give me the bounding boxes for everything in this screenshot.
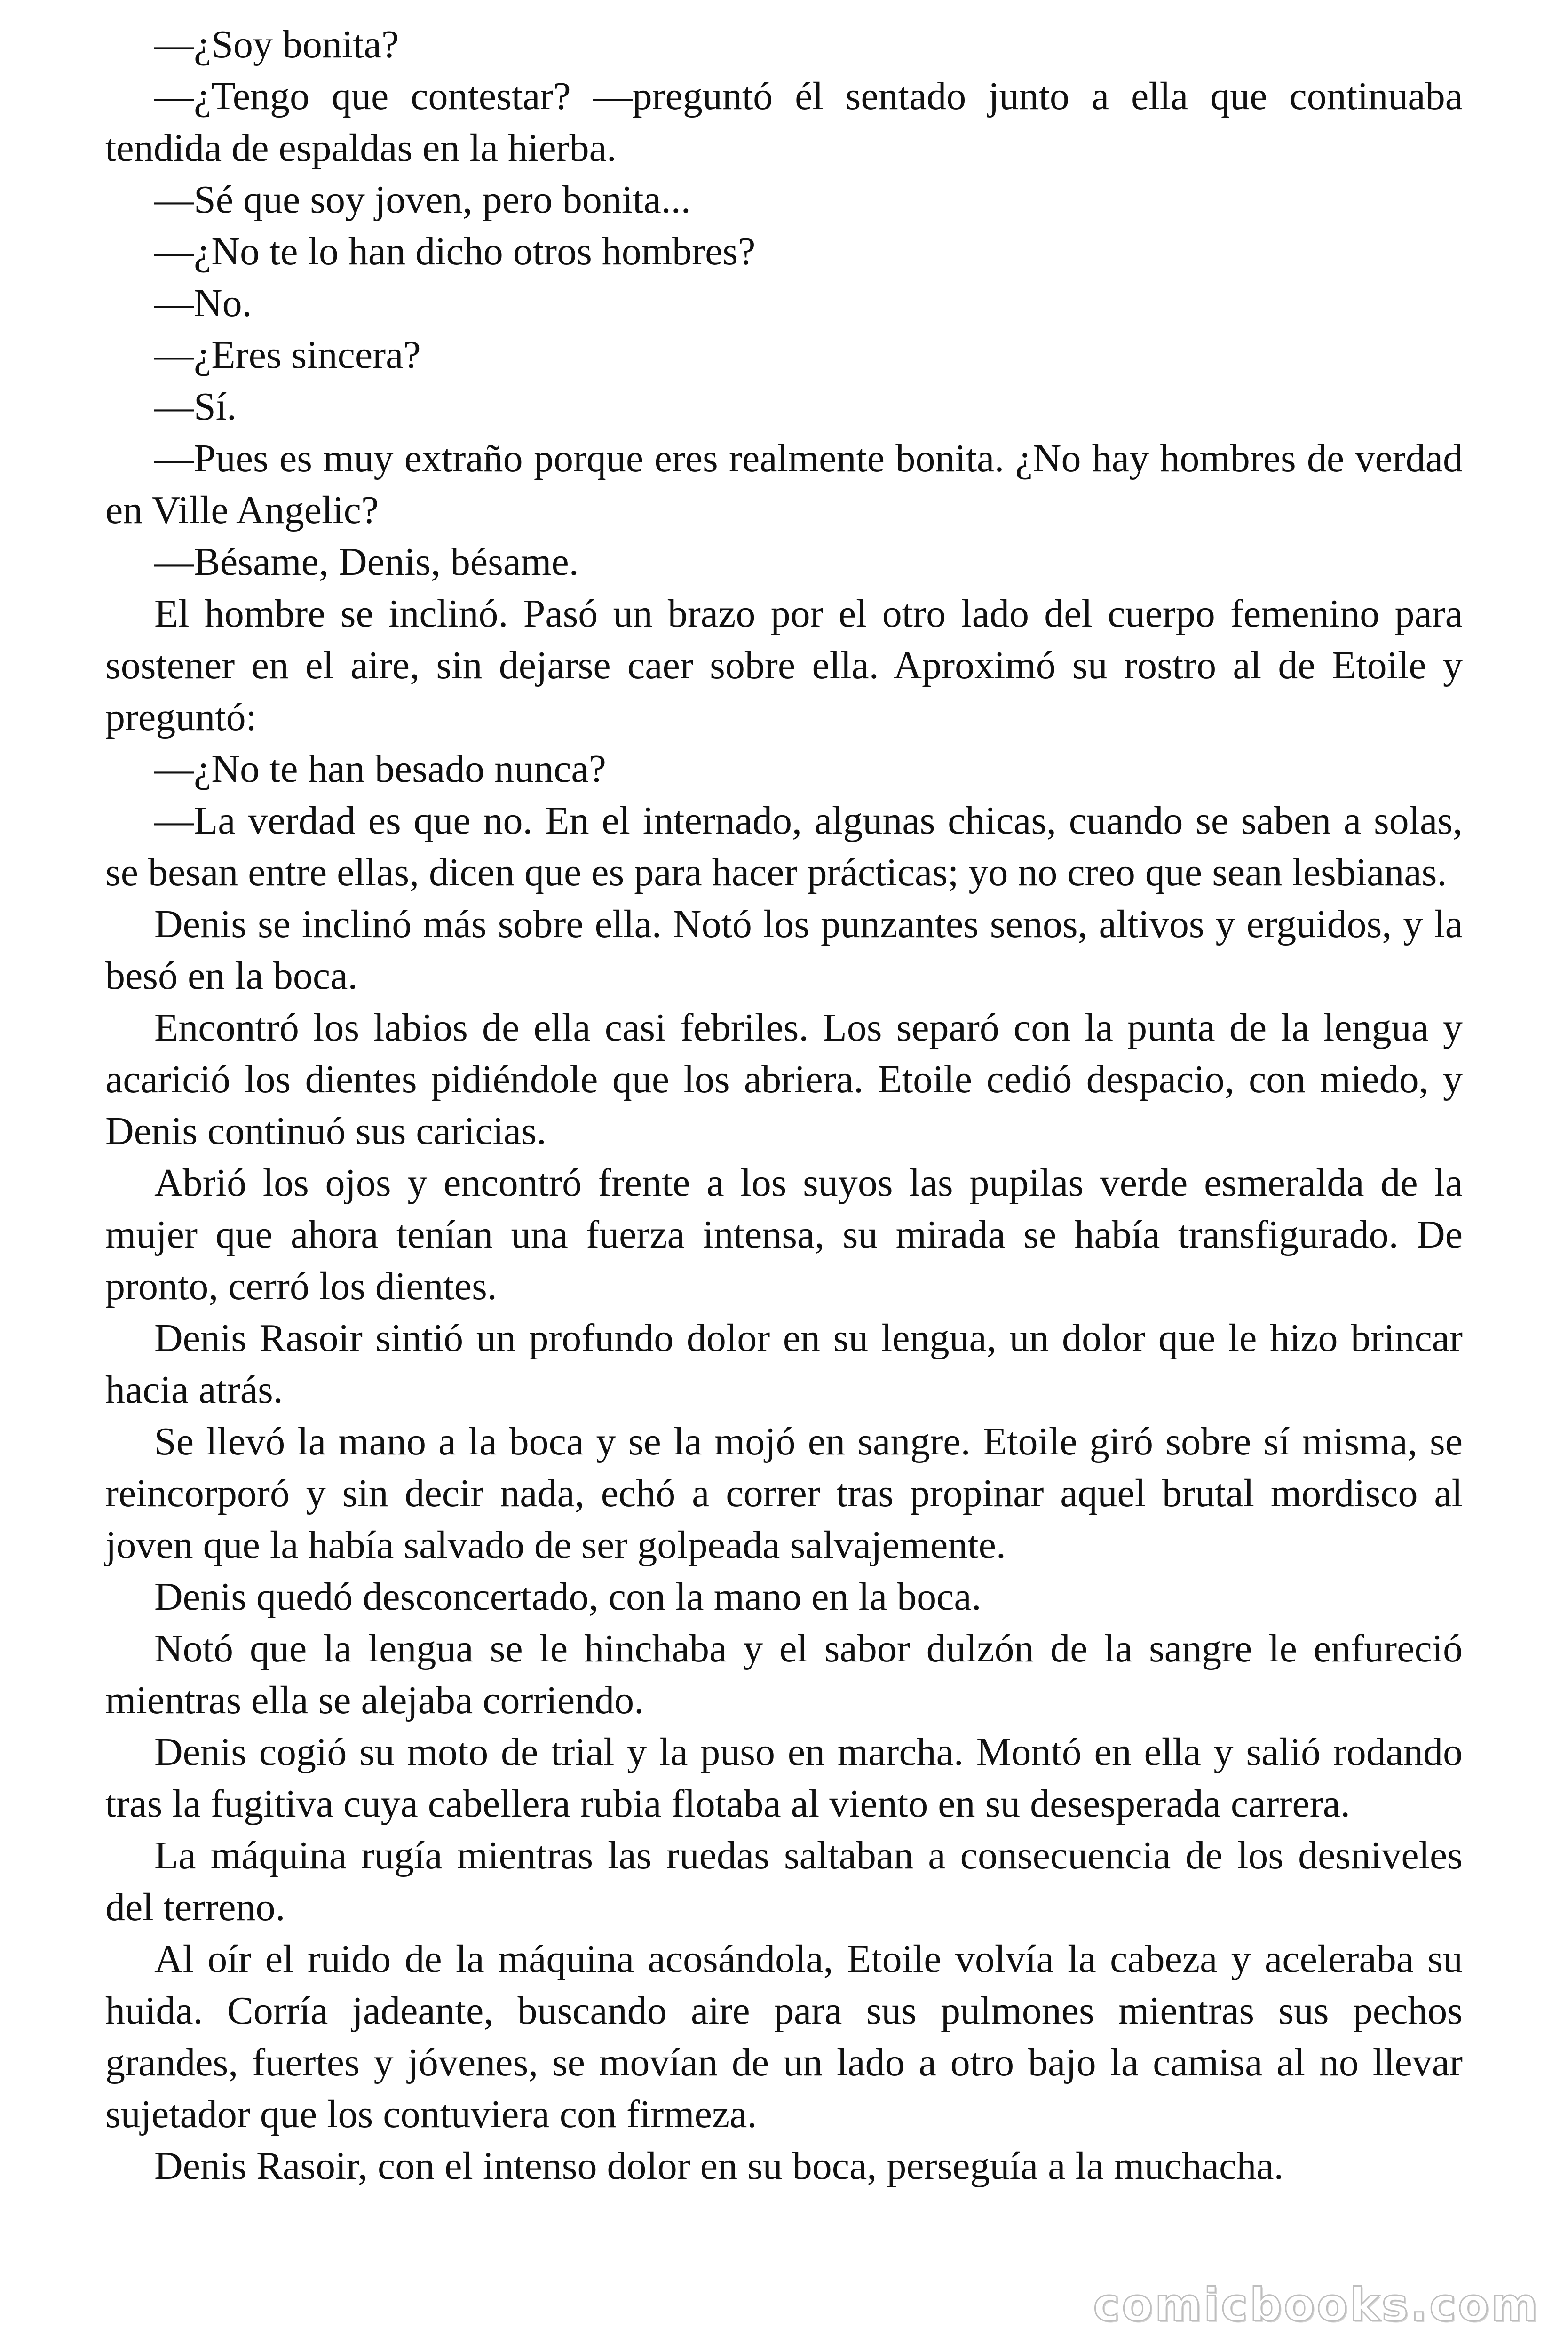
paragraph: Al oír el ruido de la máquina acosándola, Etoile volvía la cabeza y aceleraba su huida. Corría jadeante, buscando aire para sus pulmones mientras sus pechos grandes, fuertes y jóvenes, se movían de un lado a otro bajo la camisa al no llevar sujetador que los contuviera con firmeza. [105,1937,1463,2136]
paragraph: Denis Rasoir sintió un profundo dolor en su lengua, un dolor que le hizo brincar hacia atrás. [105,1316,1463,1412]
paragraph: Denis se inclinó más sobre ella. Notó los punzantes senos, altivos y erguidos, y la besó en la boca. [105,902,1463,998]
paragraph: —La verdad es que no. En el internado, algunas chicas, cuando se saben a solas, se besan entre ellas, dicen que es para hacer prácticas; yo no creo que sean lesbianas. [105,799,1463,894]
book-page [105,19,1463,2314]
paragraph: El hombre se inclinó. Pasó un brazo por el otro lado del cuerpo femenino para sostener en el aire, sin dejarse caer sobre ella. Aproximó su rostro al de Etoile y preguntó: [105,592,1463,739]
paragraph: —Pues es muy extraño porque eres realmente bonita. ¿No hay hombres de verdad en Ville Angelic? [105,437,1463,532]
paragraph: —Sé que soy joven, pero bonita... [154,178,691,222]
paragraph: —Sí. [154,385,237,429]
paragraph: La máquina rugía mientras las ruedas saltaban a consecuencia de los desniveles del terreno. [105,1834,1463,1929]
paragraph: —No. [154,281,252,325]
paragraph: Denis cogió su moto de trial y la puso en marcha. Montó en ella y salió rodando tras la fugitiva cuya cabellera rubia flotaba al viento en su desesperada carrera. [105,1730,1463,1826]
paragraph: Denis quedó desconcertado, con la mano en la boca. [154,1575,982,1619]
paragraph: Encontró los labios de ella casi febriles. Los separó con la punta de la lengua y acarició los dientes pidiéndole que los abriera. Etoile cedió despacio, con miedo, y Denis continuó sus caricias. [105,1006,1463,1153]
paragraph: —¿Soy bonita? [154,23,399,66]
paragraph: —Bésame, Denis, bésame. [154,540,579,584]
watermark: comicbooks.com [1093,2279,1540,2331]
paragraph: Denis Rasoir, con el intenso dolor en su boca, perseguía a la muchacha. [154,2144,1284,2188]
paragraph: Se llevó la mano a la boca y se la mojó en sangre. Etoile giró sobre sí misma, se reincorporó y sin decir nada, echó a correr tras propinar aquel brutal mordisco al joven que la había salvado de ser golpeada salvajemente. [105,1420,1463,1567]
paragraph: —¿No te lo han dicho otros hombres? [154,230,756,273]
paragraph: —¿Tengo que contestar? —preguntó él sentado junto a ella que continuaba tendida de espaldas en la hierba. [105,74,1463,170]
paragraph: Notó que la lengua se le hinchaba y el sabor dulzón de la sangre le enfureció mientras ella se alejaba corriendo. [105,1627,1463,1722]
paragraph: —¿Eres sincera? [154,333,421,377]
paragraph: Abrió los ojos y encontró frente a los suyos las pupilas verde esmeralda de la mujer que ahora tenían una fuerza intensa, su mirada se había transfigurado. De pronto, cerró los dientes. [105,1161,1463,1308]
paragraph: —¿No te han besado nunca? [154,747,606,791]
